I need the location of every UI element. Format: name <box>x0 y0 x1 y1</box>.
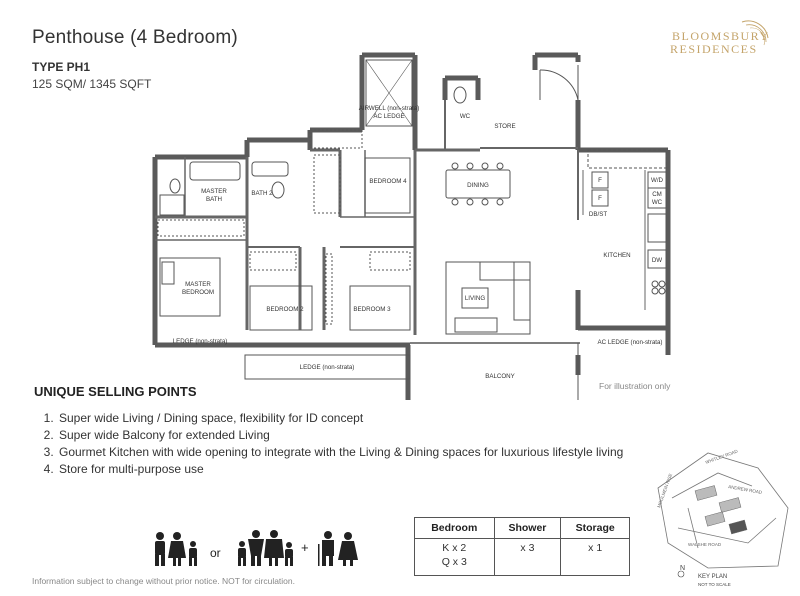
key-plan-map <box>648 448 798 578</box>
key-road-2: ANDREW ROAD <box>727 484 763 495</box>
spec-table <box>414 517 630 576</box>
family-of-four-icon <box>238 530 293 566</box>
unit-size-label: 125 SQM/ 1345 SQFT <box>32 77 152 91</box>
key-road-3: WALSHE ROAD <box>688 542 722 547</box>
room-label-master-bedroom-2: BEDROOM <box>182 289 214 296</box>
room-label-ledge-master: LEDGE (non-strata) <box>172 338 228 345</box>
room-label-master-bedroom: MASTER <box>185 281 211 288</box>
key-plan-north: N <box>680 565 686 572</box>
room-label-bedroom2: BEDROOM 2 <box>266 306 304 313</box>
usp-item: 2. Super wide Balcony for extended Living <box>57 427 623 444</box>
spec-bedroom-queen: Q x 3 <box>441 556 467 568</box>
room-label-bath2: BATH 2 <box>251 190 273 197</box>
room-label-balcony: BALCONY <box>485 373 515 380</box>
room-label-wc: WC <box>459 113 471 120</box>
room-label-bedroom4: BEDROOM 4 <box>369 178 407 185</box>
room-label-ac-ledge-right: AC LEDGE (non-strata) <box>597 339 663 346</box>
spec-bedroom-cell <box>415 539 495 576</box>
spec-bedroom-king: K x 2 <box>442 542 467 554</box>
room-label-master-bath-2: BATH <box>205 196 223 203</box>
usp-title: UNIQUE SELLING POINTS <box>34 384 197 399</box>
room-label-airwell: AIRWELL (non-strata) <box>358 105 420 112</box>
room-label-dining: DINING <box>467 182 489 189</box>
family-icons <box>150 528 370 570</box>
room-label-master-bath: MASTER <box>201 188 227 195</box>
room-label-dbst: DB/ST <box>588 211 608 218</box>
key-road-4: MOULMEIN RISE <box>656 472 674 509</box>
spec-header-shower: Shower <box>494 518 561 539</box>
room-label-cm: CM <box>652 191 662 198</box>
spec-shower-cell: x 3 <box>494 539 561 576</box>
plus-separator: + <box>301 540 309 555</box>
room-label-cm-wc: WC <box>651 199 663 206</box>
room-label-fridge-1: F <box>598 177 602 184</box>
logo-line-1: BLOOMSBURY <box>672 29 770 43</box>
logo-line-2: RESIDENCES <box>670 42 758 56</box>
elderly-couple-icon <box>318 531 358 566</box>
usp-list <box>32 410 623 478</box>
unit-title: Penthouse (4 Bedroom) <box>32 27 238 48</box>
usp-item: 3. Gourmet Kitchen with wide opening to integrate with the Living & Dining spaces for luxurious lifestyle living <box>57 444 623 461</box>
usp-item: 1. Super wide Living / Dining space, flexibility for ID concept <box>57 410 623 427</box>
or-separator: or <box>210 546 221 560</box>
key-plan-label <box>698 574 731 588</box>
usp-item: 4. Store for multi-purpose use <box>57 461 623 478</box>
room-label-ac-ledge-top: AC LEDGE <box>373 113 405 120</box>
room-label-store: STORE <box>494 123 516 130</box>
spec-header-bedroom: Bedroom <box>415 518 495 539</box>
room-label-kitchen: KITCHEN <box>603 252 631 259</box>
room-label-ledge-bottom: LEDGE (non-strata) <box>299 364 355 371</box>
spec-table-row <box>415 539 630 576</box>
room-label-bedroom3: BEDROOM 3 <box>353 306 391 313</box>
key-road-1: WHITLEY ROAD <box>704 448 739 465</box>
room-label-living: LIVING <box>464 295 486 302</box>
spec-storage-cell: x 1 <box>561 539 630 576</box>
room-label-dw: DW <box>651 257 663 264</box>
unit-type-label: TYPE PH1 <box>32 60 91 74</box>
disclaimer-text: Information subject to change without prior notice. NOT for circulation. <box>32 576 295 586</box>
key-plan-subtitle: NOT TO SCALE <box>698 582 731 587</box>
family-of-three-icon <box>155 532 197 566</box>
spec-table-header-row <box>415 518 630 539</box>
room-label-fridge-2: F <box>598 195 602 202</box>
room-label-wd: W/D <box>650 177 664 184</box>
key-plan-title: KEY PLAN <box>698 574 728 580</box>
spec-header-storage: Storage <box>561 518 630 539</box>
illustration-note: For illustration only <box>599 381 671 391</box>
